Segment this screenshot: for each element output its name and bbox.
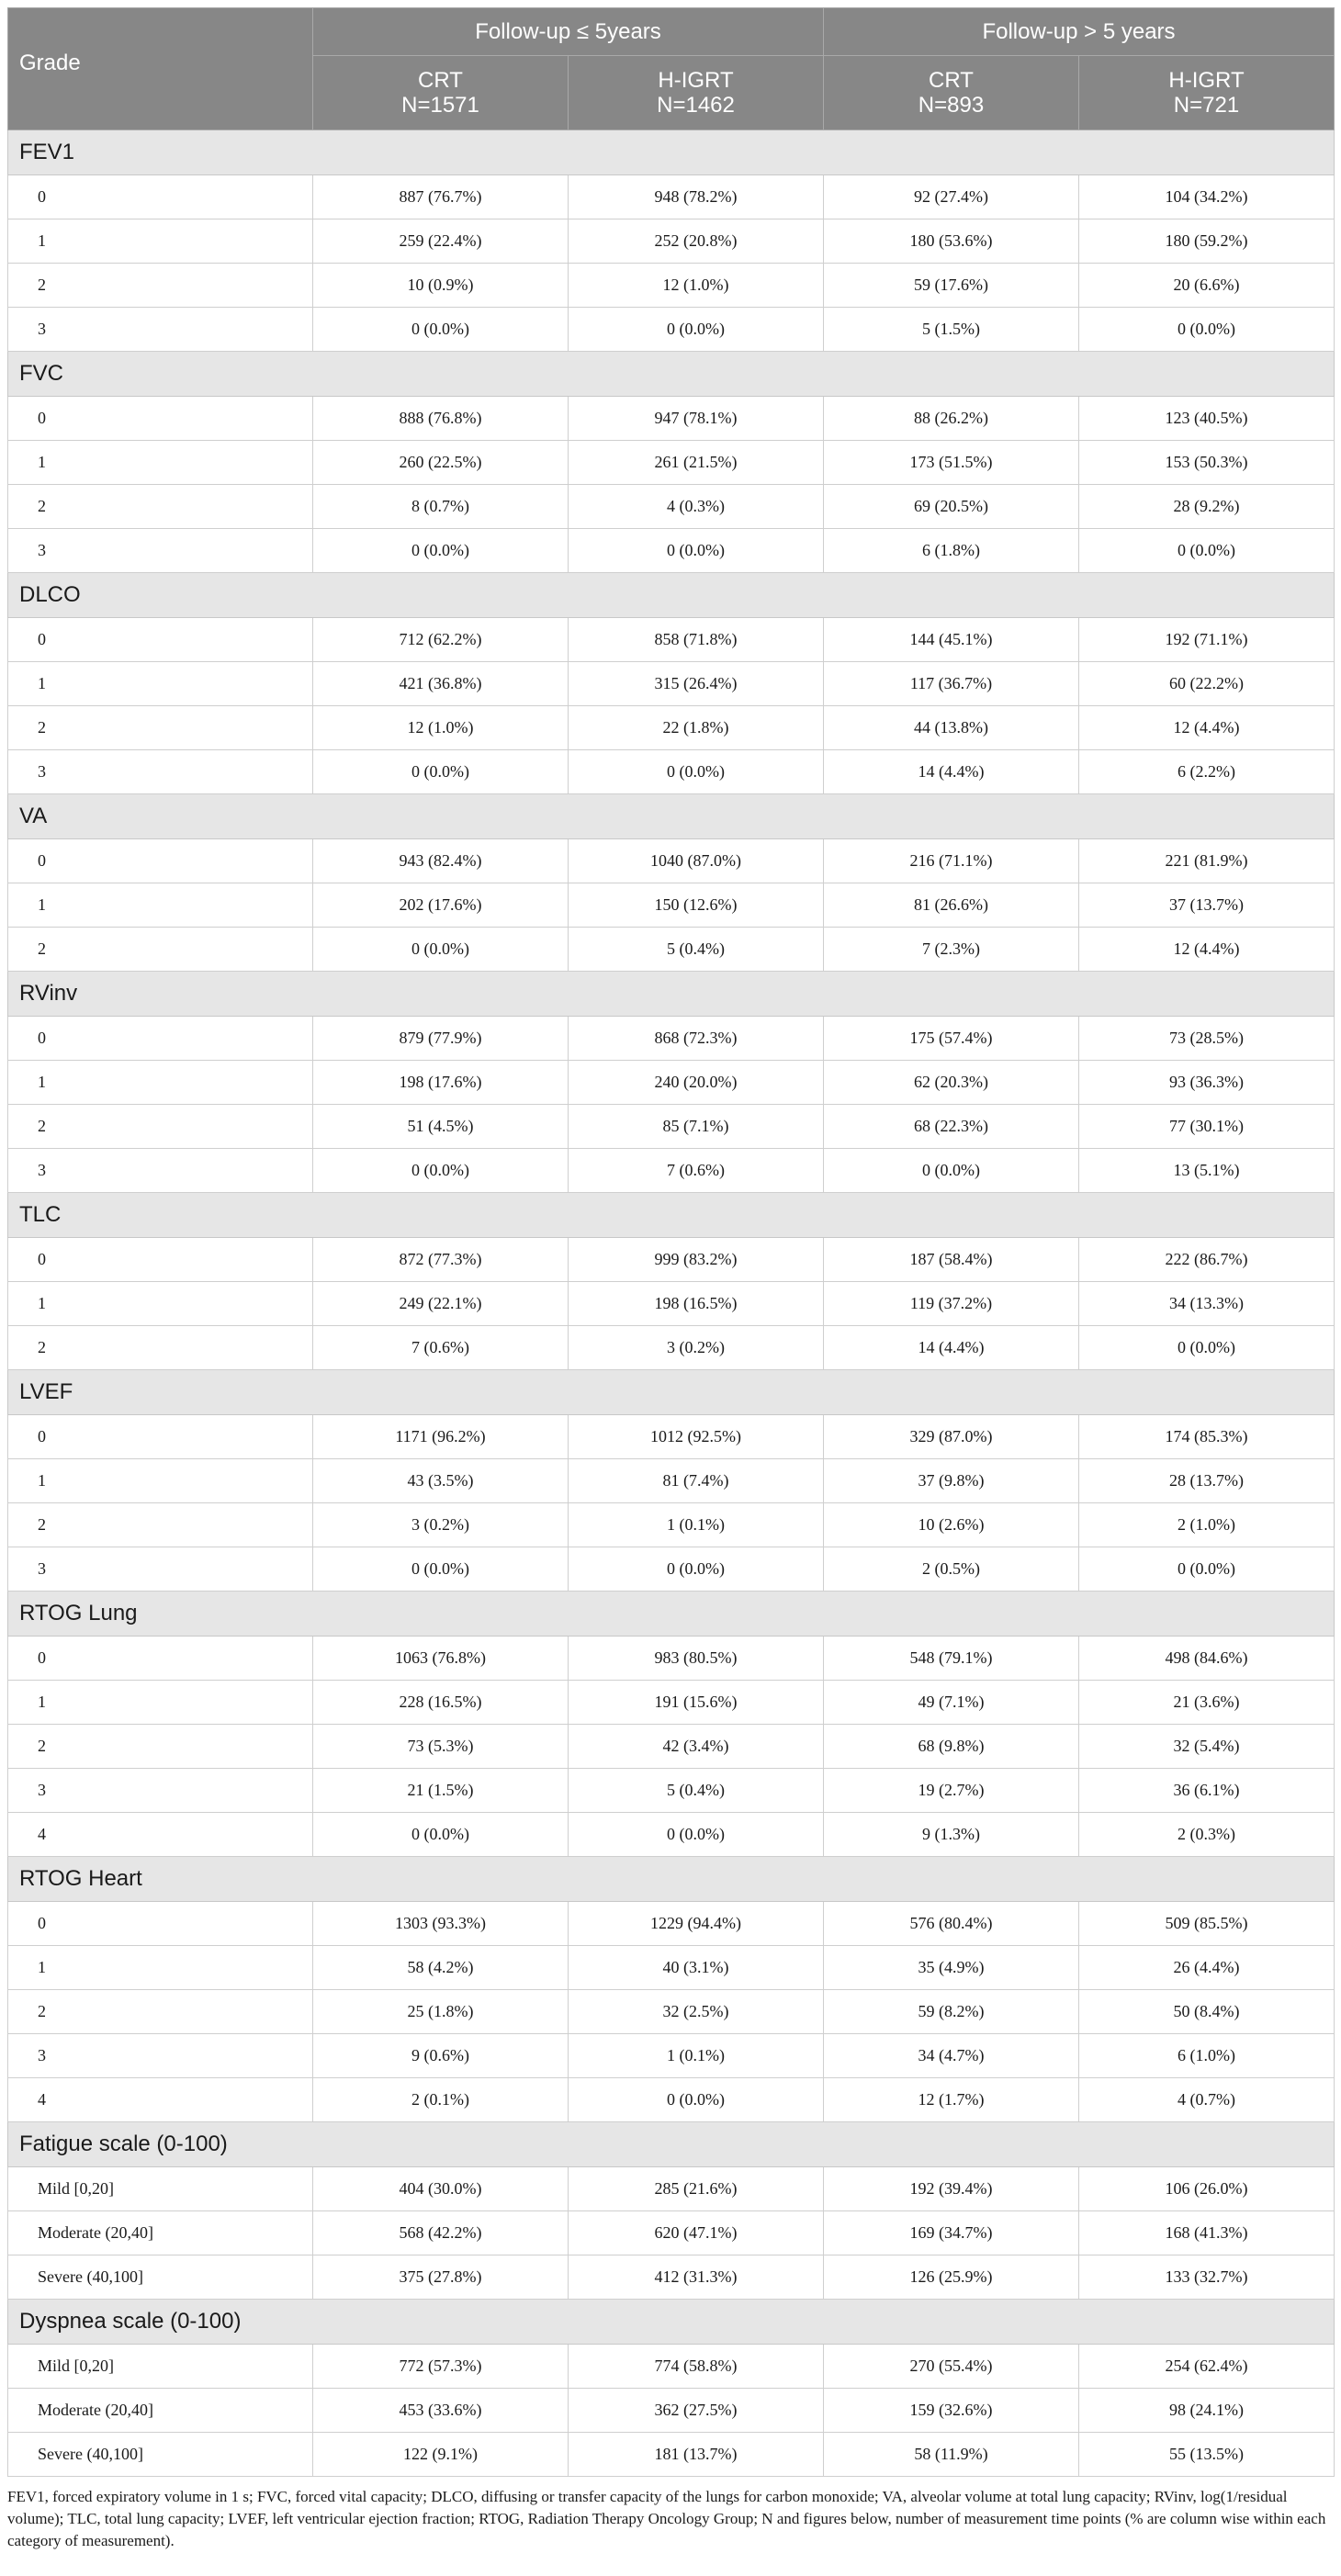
value-cell: 7 (2.3%): [824, 928, 1079, 972]
table-footnote: FEV1, forced expiratory volume in 1 s; FVC, forced vital capacity; DLCO, diffusing or transfer capacity of the lungs for carbon monoxide; VA, alveolar volume at total lung capacity; RVinv, log(1/residual volume); TLC, total lung capacity; LVEF, left ventricular ejection fraction; RTOG, Radiation Therapy Oncology Group; N and figures below, number of measurement time points (% are column wise within each category of measurement).: [7, 2488, 1326, 2549]
value-cell: 180 (59.2%): [1079, 219, 1335, 264]
value-cell: 68 (22.3%): [824, 1105, 1079, 1149]
grade-cell: 0: [8, 1415, 313, 1459]
value-cell: 0 (0.0%): [313, 750, 569, 794]
grade-cell: 3: [8, 308, 313, 352]
section-header-row: [8, 2122, 1335, 2167]
value-cell: 3 (0.2%): [569, 1326, 824, 1370]
value-cell: 362 (27.5%): [569, 2389, 824, 2433]
value-cell: 943 (82.4%): [313, 839, 569, 883]
value-cell: 7 (0.6%): [569, 1149, 824, 1193]
table-row: [8, 1769, 1335, 1813]
value-cell: 175 (57.4%): [824, 1017, 1079, 1061]
value-cell: 26 (4.4%): [1079, 1946, 1335, 1990]
value-cell: 159 (32.6%): [824, 2389, 1079, 2433]
grade-cell: 1: [8, 1282, 313, 1326]
value-cell: 44 (13.8%): [824, 706, 1079, 750]
value-cell: 55 (13.5%): [1079, 2433, 1335, 2477]
value-cell: 858 (71.8%): [569, 618, 824, 662]
table-row: [8, 928, 1335, 972]
value-cell: 9 (1.3%): [824, 1813, 1079, 1857]
value-cell: 999 (83.2%): [569, 1238, 824, 1282]
value-cell: 222 (86.7%): [1079, 1238, 1335, 1282]
value-cell: 123 (40.5%): [1079, 397, 1335, 441]
grade-cell: 3: [8, 1547, 313, 1592]
value-cell: 35 (4.9%): [824, 1946, 1079, 1990]
value-cell: 0 (0.0%): [569, 2078, 824, 2122]
value-cell: 8 (0.7%): [313, 485, 569, 529]
table-row: [8, 618, 1335, 662]
value-cell: 173 (51.5%): [824, 441, 1079, 485]
section-header-row: [8, 573, 1335, 618]
section-header-row: [8, 352, 1335, 397]
value-cell: 0 (0.0%): [1079, 529, 1335, 573]
value-cell: 59 (8.2%): [824, 1990, 1079, 2034]
value-cell: 872 (77.3%): [313, 1238, 569, 1282]
grade-cell: Severe (40,100]: [8, 2255, 313, 2300]
col-header-crt-gt5: [824, 56, 1079, 130]
value-cell: 412 (31.3%): [569, 2255, 824, 2300]
grade-cell: 1: [8, 441, 313, 485]
value-cell: 221 (81.9%): [1079, 839, 1335, 883]
grade-cell: 3: [8, 1769, 313, 1813]
arm-label: CRT: [929, 68, 974, 93]
value-cell: 36 (6.1%): [1079, 1769, 1335, 1813]
table-row: [8, 1238, 1335, 1282]
value-cell: 2 (0.1%): [313, 2078, 569, 2122]
section-header-row: [8, 972, 1335, 1017]
value-cell: 58 (4.2%): [313, 1946, 569, 1990]
grade-cell: 2: [8, 1990, 313, 2034]
value-cell: 104 (34.2%): [1079, 175, 1335, 219]
value-cell: 32 (2.5%): [569, 1990, 824, 2034]
value-cell: 0 (0.0%): [824, 1149, 1079, 1193]
table-row: [8, 839, 1335, 883]
value-cell: 0 (0.0%): [313, 1149, 569, 1193]
grade-cell: 0: [8, 1902, 313, 1946]
col-header-higrt-le5: [569, 56, 824, 130]
value-cell: 202 (17.6%): [313, 883, 569, 928]
value-cell: 261 (21.5%): [569, 441, 824, 485]
section-title: TLC: [8, 1193, 1335, 1238]
table-row: [8, 1813, 1335, 1857]
value-cell: 10 (2.6%): [824, 1503, 1079, 1547]
value-cell: 2 (0.5%): [824, 1547, 1079, 1592]
table-row: [8, 1725, 1335, 1769]
n-label: N=1462: [657, 93, 735, 118]
col-header-crt-le5: [313, 56, 569, 130]
grade-cell: 1: [8, 1459, 313, 1503]
value-cell: 69 (20.5%): [824, 485, 1079, 529]
value-cell: 216 (71.1%): [824, 839, 1079, 883]
grade-cell: 3: [8, 529, 313, 573]
value-cell: 192 (39.4%): [824, 2167, 1079, 2211]
value-cell: 2 (1.0%): [1079, 1503, 1335, 1547]
value-cell: 6 (1.0%): [1079, 2034, 1335, 2078]
section-title: FVC: [8, 352, 1335, 397]
value-cell: 453 (33.6%): [313, 2389, 569, 2433]
value-cell: 5 (0.4%): [569, 1769, 824, 1813]
value-cell: 34 (4.7%): [824, 2034, 1079, 2078]
value-cell: 0 (0.0%): [1079, 1547, 1335, 1592]
value-cell: 32 (5.4%): [1079, 1725, 1335, 1769]
value-cell: 14 (4.4%): [824, 1326, 1079, 1370]
value-cell: 12 (1.0%): [313, 706, 569, 750]
table-row: [8, 2034, 1335, 2078]
section-title: Fatigue scale (0-100): [8, 2122, 1335, 2167]
value-cell: 43 (3.5%): [313, 1459, 569, 1503]
value-cell: 260 (22.5%): [313, 441, 569, 485]
value-cell: 0 (0.0%): [313, 928, 569, 972]
value-cell: 168 (41.3%): [1079, 2211, 1335, 2255]
value-cell: 576 (80.4%): [824, 1902, 1079, 1946]
value-cell: 19 (2.7%): [824, 1769, 1079, 1813]
value-cell: 181 (13.7%): [569, 2433, 824, 2477]
table-row: [8, 219, 1335, 264]
value-cell: 85 (7.1%): [569, 1105, 824, 1149]
section-header-row: [8, 1193, 1335, 1238]
value-cell: 249 (22.1%): [313, 1282, 569, 1326]
value-cell: 37 (9.8%): [824, 1459, 1079, 1503]
value-cell: 4 (0.3%): [569, 485, 824, 529]
table-header: [8, 8, 1335, 130]
n-label: N=1571: [401, 93, 479, 118]
value-cell: 0 (0.0%): [313, 1547, 569, 1592]
value-cell: 73 (28.5%): [1079, 1017, 1335, 1061]
value-cell: 772 (57.3%): [313, 2345, 569, 2389]
value-cell: 58 (11.9%): [824, 2433, 1079, 2477]
value-cell: 2 (0.3%): [1079, 1813, 1335, 1857]
section-header-row: [8, 130, 1335, 175]
value-cell: 228 (16.5%): [313, 1681, 569, 1725]
value-cell: 1171 (96.2%): [313, 1415, 569, 1459]
value-cell: 774 (58.8%): [569, 2345, 824, 2389]
table-row: [8, 1149, 1335, 1193]
value-cell: 122 (9.1%): [313, 2433, 569, 2477]
value-cell: 50 (8.4%): [1079, 1990, 1335, 2034]
value-cell: 198 (17.6%): [313, 1061, 569, 1105]
table-row: [8, 662, 1335, 706]
value-cell: 191 (15.6%): [569, 1681, 824, 1725]
grade-cell: 3: [8, 2034, 313, 2078]
value-cell: 888 (76.8%): [313, 397, 569, 441]
table-row: [8, 529, 1335, 573]
value-cell: 1 (0.1%): [569, 2034, 824, 2078]
grade-cell: 1: [8, 1681, 313, 1725]
table-row: [8, 308, 1335, 352]
value-cell: 12 (4.4%): [1079, 928, 1335, 972]
grade-cell: 2: [8, 706, 313, 750]
section-header-row: [8, 794, 1335, 839]
grade-cell: 2: [8, 1725, 313, 1769]
value-cell: 259 (22.4%): [313, 219, 569, 264]
table-row: [8, 1946, 1335, 1990]
value-cell: 509 (85.5%): [1079, 1902, 1335, 1946]
value-cell: 117 (36.7%): [824, 662, 1079, 706]
value-cell: 887 (76.7%): [313, 175, 569, 219]
grade-cell: 3: [8, 1149, 313, 1193]
value-cell: 0 (0.0%): [569, 529, 824, 573]
value-cell: 947 (78.1%): [569, 397, 824, 441]
grade-cell: 3: [8, 750, 313, 794]
value-cell: 285 (21.6%): [569, 2167, 824, 2211]
value-cell: 22 (1.8%): [569, 706, 824, 750]
grade-cell: Moderate (20,40]: [8, 2389, 313, 2433]
value-cell: 88 (26.2%): [824, 397, 1079, 441]
value-cell: 620 (47.1%): [569, 2211, 824, 2255]
table-body: [8, 130, 1335, 2477]
n-label: N=721: [1173, 93, 1240, 118]
table-row: [8, 1503, 1335, 1547]
table-row: [8, 2211, 1335, 2255]
grade-cell: 1: [8, 1946, 313, 1990]
value-cell: 73 (5.3%): [313, 1725, 569, 1769]
section-title: RTOG Lung: [8, 1592, 1335, 1637]
value-cell: 252 (20.8%): [569, 219, 824, 264]
value-cell: 1063 (76.8%): [313, 1637, 569, 1681]
table-row: [8, 2345, 1335, 2389]
value-cell: 329 (87.0%): [824, 1415, 1079, 1459]
table-row: [8, 883, 1335, 928]
value-cell: 712 (62.2%): [313, 618, 569, 662]
grade-cell: 0: [8, 1637, 313, 1681]
section-header-row: [8, 1370, 1335, 1415]
value-cell: 1 (0.1%): [569, 1503, 824, 1547]
value-cell: 93 (36.3%): [1079, 1061, 1335, 1105]
value-cell: 28 (9.2%): [1079, 485, 1335, 529]
table-row: [8, 2433, 1335, 2477]
value-cell: 6 (2.2%): [1079, 750, 1335, 794]
grade-cell: 1: [8, 883, 313, 928]
value-cell: 144 (45.1%): [824, 618, 1079, 662]
value-cell: 77 (30.1%): [1079, 1105, 1335, 1149]
value-cell: 0 (0.0%): [569, 1813, 824, 1857]
section-title: LVEF: [8, 1370, 1335, 1415]
value-cell: 21 (3.6%): [1079, 1681, 1335, 1725]
value-cell: 0 (0.0%): [569, 750, 824, 794]
value-cell: 34 (13.3%): [1079, 1282, 1335, 1326]
value-cell: 60 (22.2%): [1079, 662, 1335, 706]
grade-cell: 1: [8, 662, 313, 706]
section-title: RVinv: [8, 972, 1335, 1017]
value-cell: 983 (80.5%): [569, 1637, 824, 1681]
grade-cell: 2: [8, 928, 313, 972]
grade-cell: 0: [8, 618, 313, 662]
value-cell: 68 (9.8%): [824, 1725, 1079, 1769]
grade-cell: 2: [8, 264, 313, 308]
col-header-higrt-gt5: [1079, 56, 1335, 130]
arm-label: H-IGRT: [1168, 68, 1245, 93]
table-row: [8, 1681, 1335, 1725]
value-cell: 126 (25.9%): [824, 2255, 1079, 2300]
section-header-row: [8, 1857, 1335, 1902]
toxicity-table: [7, 7, 1335, 2477]
grade-cell: 2: [8, 1503, 313, 1547]
value-cell: 119 (37.2%): [824, 1282, 1079, 1326]
value-cell: 0 (0.0%): [569, 308, 824, 352]
value-cell: 12 (1.7%): [824, 2078, 1079, 2122]
grade-cell: 0: [8, 397, 313, 441]
value-cell: 1303 (93.3%): [313, 1902, 569, 1946]
grade-cell: 0: [8, 1238, 313, 1282]
value-cell: 3 (0.2%): [313, 1503, 569, 1547]
value-cell: 14 (4.4%): [824, 750, 1079, 794]
value-cell: 10 (0.9%): [313, 264, 569, 308]
table-row: [8, 397, 1335, 441]
section-title: VA: [8, 794, 1335, 839]
value-cell: 1012 (92.5%): [569, 1415, 824, 1459]
grade-cell: 0: [8, 1017, 313, 1061]
grade-cell: 2: [8, 1326, 313, 1370]
grade-cell: 1: [8, 1061, 313, 1105]
followup-le5-header: Follow-up ≤ 5years: [313, 8, 824, 56]
table-row: [8, 441, 1335, 485]
value-cell: 240 (20.0%): [569, 1061, 824, 1105]
grade-cell: 0: [8, 175, 313, 219]
grade-cell: Mild [0,20]: [8, 2167, 313, 2211]
value-cell: 254 (62.4%): [1079, 2345, 1335, 2389]
arm-label: H-IGRT: [658, 68, 734, 93]
grade-cell: 4: [8, 2078, 313, 2122]
value-cell: 568 (42.2%): [313, 2211, 569, 2255]
value-cell: 21 (1.5%): [313, 1769, 569, 1813]
value-cell: 180 (53.6%): [824, 219, 1079, 264]
value-cell: 548 (79.1%): [824, 1637, 1079, 1681]
value-cell: 0 (0.0%): [1079, 308, 1335, 352]
value-cell: 1040 (87.0%): [569, 839, 824, 883]
table-container: [7, 7, 1334, 2552]
value-cell: 150 (12.6%): [569, 883, 824, 928]
section-title: Dyspnea scale (0-100): [8, 2300, 1335, 2345]
table-row: [8, 1282, 1335, 1326]
n-label: N=893: [918, 93, 985, 118]
table-row: [8, 750, 1335, 794]
grade-cell: 2: [8, 485, 313, 529]
table-row: [8, 1990, 1335, 2034]
value-cell: 198 (16.5%): [569, 1282, 824, 1326]
grade-cell: 4: [8, 1813, 313, 1857]
value-cell: 37 (13.7%): [1079, 883, 1335, 928]
value-cell: 192 (71.1%): [1079, 618, 1335, 662]
value-cell: 5 (1.5%): [824, 308, 1079, 352]
table-row: [8, 1061, 1335, 1105]
value-cell: 92 (27.4%): [824, 175, 1079, 219]
value-cell: 375 (27.8%): [313, 2255, 569, 2300]
value-cell: 4 (0.7%): [1079, 2078, 1335, 2122]
value-cell: 25 (1.8%): [313, 1990, 569, 2034]
table-row: [8, 175, 1335, 219]
grade-cell: 2: [8, 1105, 313, 1149]
value-cell: 0 (0.0%): [569, 1547, 824, 1592]
value-cell: 868 (72.3%): [569, 1017, 824, 1061]
grade-cell: Moderate (20,40]: [8, 2211, 313, 2255]
value-cell: 7 (0.6%): [313, 1326, 569, 1370]
value-cell: 498 (84.6%): [1079, 1637, 1335, 1681]
section-header-row: [8, 2300, 1335, 2345]
value-cell: 153 (50.3%): [1079, 441, 1335, 485]
value-cell: 62 (20.3%): [824, 1061, 1079, 1105]
value-cell: 12 (1.0%): [569, 264, 824, 308]
value-cell: 948 (78.2%): [569, 175, 824, 219]
table-row: [8, 264, 1335, 308]
section-title: FEV1: [8, 130, 1335, 175]
table-row: [8, 706, 1335, 750]
value-cell: 51 (4.5%): [313, 1105, 569, 1149]
table-row: [8, 2255, 1335, 2300]
value-cell: 174 (85.3%): [1079, 1415, 1335, 1459]
value-cell: 9 (0.6%): [313, 2034, 569, 2078]
value-cell: 49 (7.1%): [824, 1681, 1079, 1725]
value-cell: 40 (3.1%): [569, 1946, 824, 1990]
value-cell: 42 (3.4%): [569, 1725, 824, 1769]
value-cell: 0 (0.0%): [313, 529, 569, 573]
value-cell: 0 (0.0%): [313, 308, 569, 352]
value-cell: 315 (26.4%): [569, 662, 824, 706]
table-row: [8, 1017, 1335, 1061]
value-cell: 5 (0.4%): [569, 928, 824, 972]
grade-cell: Mild [0,20]: [8, 2345, 313, 2389]
value-cell: 421 (36.8%): [313, 662, 569, 706]
value-cell: 270 (55.4%): [824, 2345, 1079, 2389]
value-cell: 133 (32.7%): [1079, 2255, 1335, 2300]
value-cell: 0 (0.0%): [313, 1813, 569, 1857]
table-row: [8, 2078, 1335, 2122]
table-row: [8, 1105, 1335, 1149]
grade-cell: 1: [8, 219, 313, 264]
followup-gt5-header: Follow-up > 5 years: [824, 8, 1335, 56]
section-header-row: [8, 1592, 1335, 1637]
value-cell: 20 (6.6%): [1079, 264, 1335, 308]
value-cell: 1229 (94.4%): [569, 1902, 824, 1946]
section-title: DLCO: [8, 573, 1335, 618]
value-cell: 404 (30.0%): [313, 2167, 569, 2211]
grade-header: Grade: [8, 8, 313, 130]
value-cell: 187 (58.4%): [824, 1238, 1079, 1282]
table-row: [8, 1902, 1335, 1946]
table-row: [8, 2389, 1335, 2433]
grade-cell: 0: [8, 839, 313, 883]
value-cell: 28 (13.7%): [1079, 1459, 1335, 1503]
value-cell: 879 (77.9%): [313, 1017, 569, 1061]
value-cell: 81 (7.4%): [569, 1459, 824, 1503]
table-row: [8, 1415, 1335, 1459]
table-row: [8, 1637, 1335, 1681]
table-row: [8, 1547, 1335, 1592]
table-row: [8, 485, 1335, 529]
table-row: [8, 1459, 1335, 1503]
value-cell: 0 (0.0%): [1079, 1326, 1335, 1370]
value-cell: 81 (26.6%): [824, 883, 1079, 928]
value-cell: 59 (17.6%): [824, 264, 1079, 308]
value-cell: 106 (26.0%): [1079, 2167, 1335, 2211]
value-cell: 169 (34.7%): [824, 2211, 1079, 2255]
section-title: RTOG Heart: [8, 1857, 1335, 1902]
table-row: [8, 2167, 1335, 2211]
table-row: [8, 1326, 1335, 1370]
value-cell: 12 (4.4%): [1079, 706, 1335, 750]
value-cell: 6 (1.8%): [824, 529, 1079, 573]
arm-label: CRT: [418, 68, 463, 93]
value-cell: 13 (5.1%): [1079, 1149, 1335, 1193]
grade-cell: Severe (40,100]: [8, 2433, 313, 2477]
value-cell: 98 (24.1%): [1079, 2389, 1335, 2433]
